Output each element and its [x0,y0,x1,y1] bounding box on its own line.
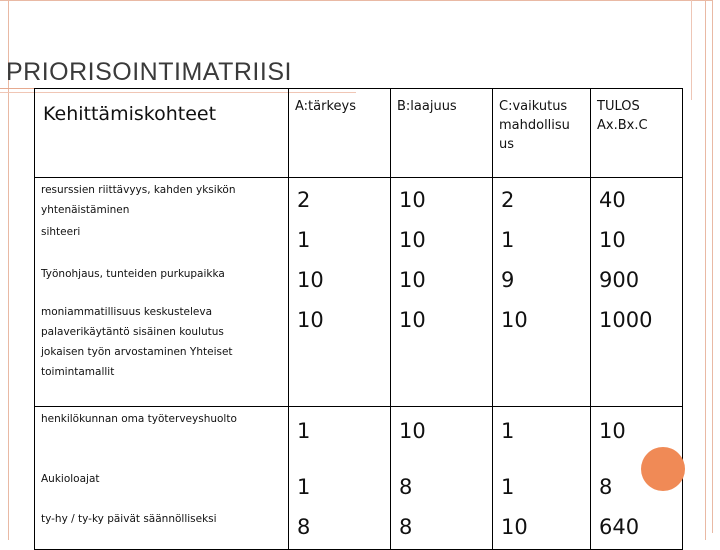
row-label: moniammatillisuus keskusteleva palaverikäytäntö sisäinen koulutus jokaisen työn arvostaminen Yhteiset toimintamallit [35,300,289,406]
row-label: ty-hy / ty-ky päivät säännölliseksi [35,505,289,549]
table-row [35,262,683,300]
cell-result: 900 [591,262,683,300]
cell-b: 10 [391,406,493,463]
header-c: C:vaikutus mahdollisu us [493,89,591,178]
table-row [35,505,683,549]
cell-a: 10 [289,300,391,406]
cell-result: 10 [591,406,683,463]
cell-c: 2 [493,178,591,221]
row-label: henkilökunnan oma työterveyshuolto [35,406,289,463]
cell-c: 1 [493,220,591,262]
priority-matrix-table [34,88,683,550]
cell-b: 10 [391,220,493,262]
corner-decoration [691,0,720,100]
cell-a: 1 [289,220,391,262]
cell-result: 1000 [591,300,683,406]
cell-b: 8 [391,505,493,549]
header-result: TULOS Ax.Bx.C [591,89,683,178]
cell-result: 8 [591,463,683,505]
cell-b: 10 [391,262,493,300]
slide-title: PRIORISOINTIMATRIISI [6,58,292,86]
header-b: B:laajuus [391,89,493,178]
header-row [35,89,683,178]
cell-c: 1 [493,406,591,463]
cell-result: 10 [591,220,683,262]
cell-b: 10 [391,178,493,221]
table-row [35,220,683,262]
cell-b: 8 [391,463,493,505]
cell-a: 8 [289,505,391,549]
header-a: A:tärkeys [289,89,391,178]
cell-result: 40 [591,178,683,221]
table-row [35,406,683,463]
cell-c: 10 [493,505,591,549]
cell-c: 10 [493,300,591,406]
row-label: Aukioloajat [35,463,289,505]
cell-a: 1 [289,463,391,505]
table-row [35,300,683,406]
table-row [35,178,683,221]
row-label: resurssien riittävyys, kahden yksikön yhtenäistäminen [35,178,289,221]
cell-c: 1 [493,463,591,505]
header-item: Kehittämiskohteet [35,89,289,178]
cell-result: 640 [591,505,683,549]
row-label: sihteeri [35,220,289,262]
cell-a: 10 [289,262,391,300]
cell-a: 1 [289,406,391,463]
cell-b: 10 [391,300,493,406]
table-row [35,463,683,505]
decorative-orange-dot [641,447,685,491]
cell-a: 2 [289,178,391,221]
row-label: Työnohjaus, tunteiden purkupaikka [35,262,289,300]
cell-c: 9 [493,262,591,300]
